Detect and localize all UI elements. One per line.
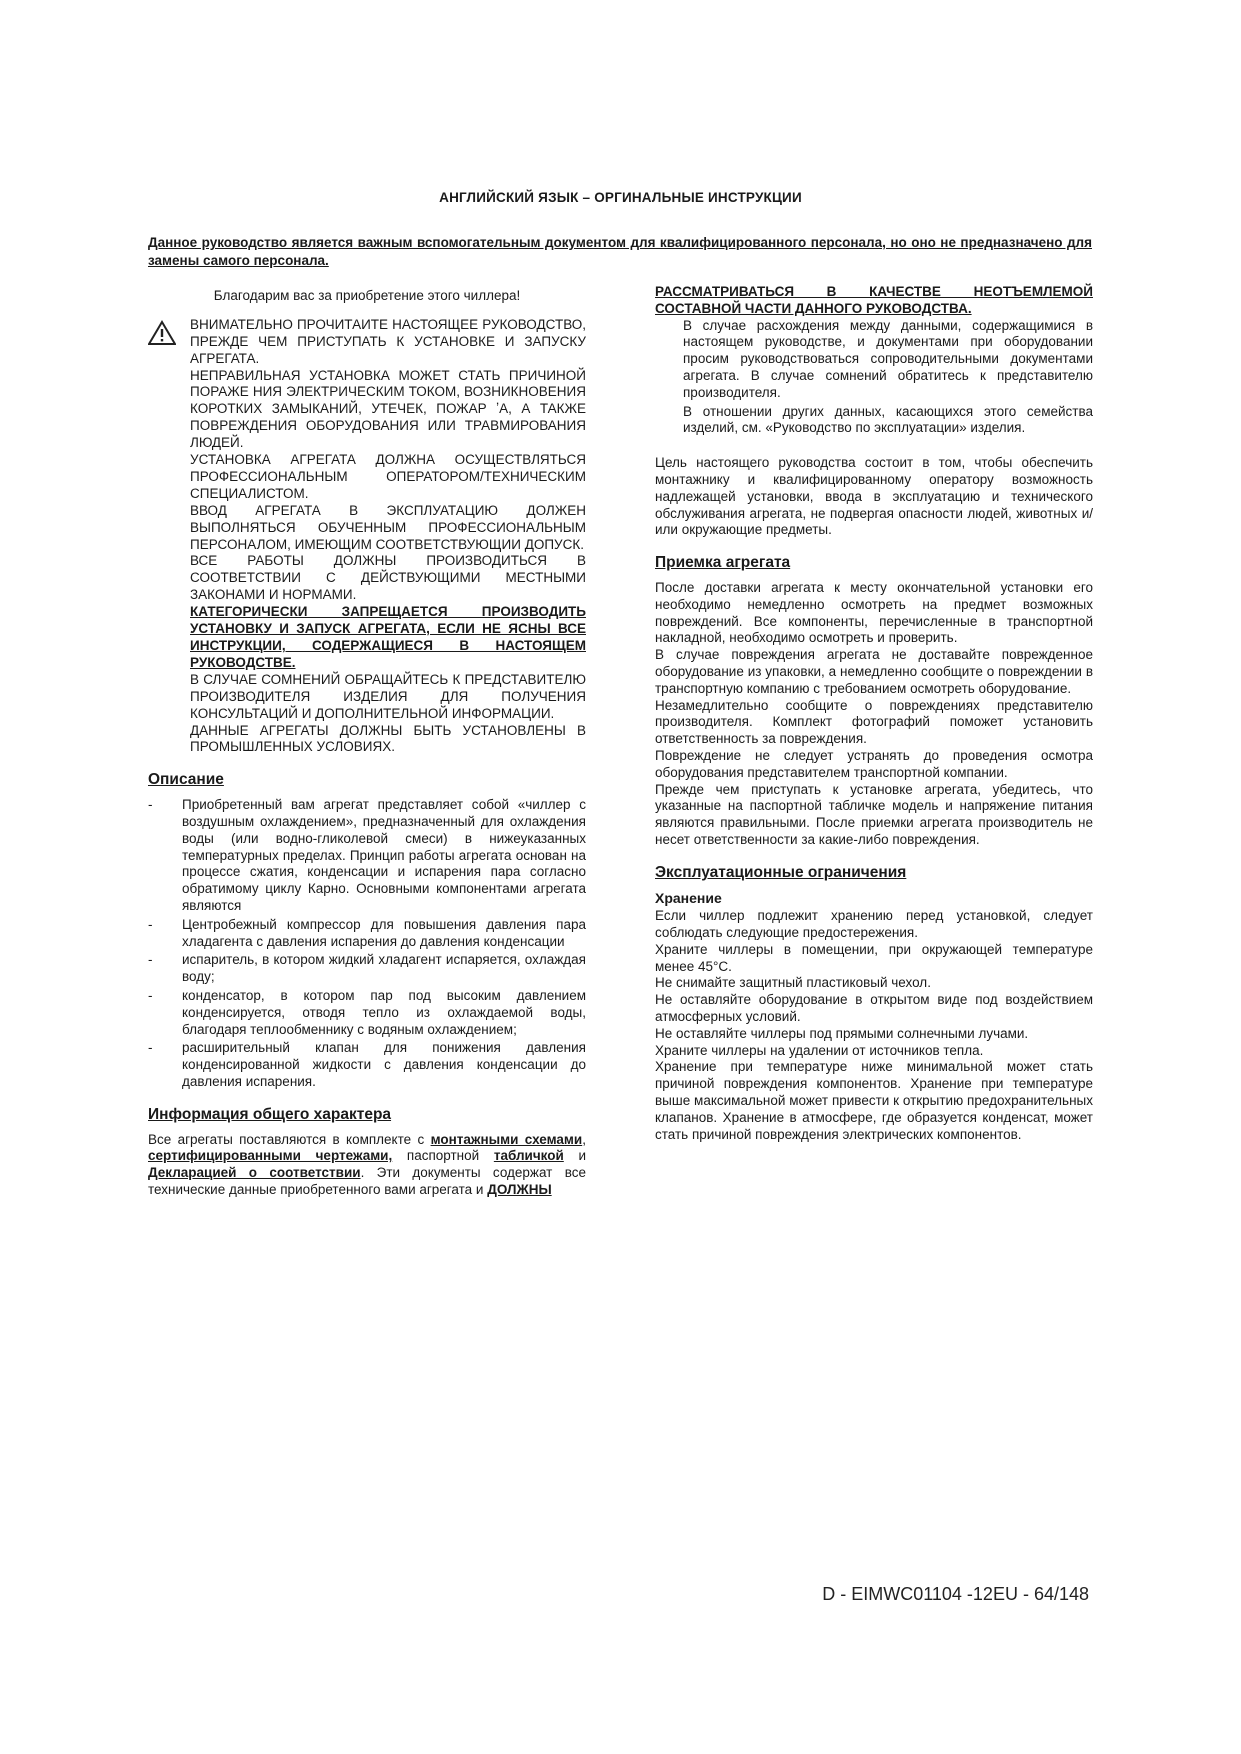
list-item: - конденсатор, в котором пар под высоким давлением конденсируется, отводя тепло из охлаждаемой воды, благодаря теплообменнику с водяным охлаждением;	[148, 988, 586, 1038]
storage-paragraph: Храните чиллеры на удалении от источников тепла.	[655, 1042, 984, 1058]
receipt-paragraph: После доставки агрегата к месту окончательной установки его необходимо немедленно осмотреть на предмет возможных повреждений. Все компоненты, перечисленные в транспортной накладной, необходимо осмотреть и проверить.	[655, 579, 1093, 646]
purpose-text: Цель настоящего руководства состоит в том, чтобы обеспечить монтажнику и квалифицированному оператору возможность надлежащей установки, ввода в эксплуатацию и технического обслуживания агрегата, не подвергая опасности людей, животных и/или окружающие предметы.	[655, 455, 1093, 538]
warning-block	[148, 317, 586, 757]
receipt-paragraph: Повреждение не следует устранять до проведения осмотра оборудования представителем транспортной компании.	[655, 747, 1093, 780]
must-term: ДОЛЖНЫ	[487, 1181, 552, 1197]
general-info-heading: Информация общего характера	[148, 1105, 392, 1123]
discrepancy-note: В случае расхождения между данными, содержащимися в настоящем руководстве, и документами при оборудовании просим руководствоваться сопроводительными документами агрегата. В случае сомнений обратитесь к представителю производителя.	[683, 317, 1093, 400]
description-heading: Описание	[148, 771, 224, 789]
nameplate-term: табличкой	[493, 1148, 564, 1164]
receipt-paragraph: В случае повреждения агрегата не доставайте поврежденное оборудование из упаковки, а немедленно сообщите о повреждении в транспортную компанию с требованием осмотреть оборудование.	[655, 647, 1093, 696]
warning-contact-manufacturer: В СЛУЧАЕ СОМНЕНИЙ ОБРАЩАЙТЕСЬ К ПРЕДСТАВИТЕЛЮ ПРОИЗВОДИТЕЛЯ ИЗДЕЛИЯ ДЛЯ ПОЛУЧЕНИЯ КОНСУЛЬТАЦИЙ И ДОПОЛНИТЕЛЬНОЙ ИНФОРМАЦИИ.	[190, 671, 586, 721]
storage-paragraph: Не оставляйте чиллеры под прямыми солнечными лучами.	[655, 1025, 1029, 1041]
wiring-diagrams-term: монтажными схемами	[430, 1131, 583, 1147]
general-info-text: Все агрегаты поставляются в комплекте с монтажными схемами, сертифицированными чертежами, паспортной табличкой и Декларацией о соответствии. Эти документы содержат все технические данные приобретенного вами агрегата и ДОЛЖНЫ	[148, 1131, 587, 1197]
warning-industrial-use: ДАННЫЕ АГРЕГАТЫ ДОЛЖНЫ БЫТЬ УСТАНОВЛЕНЫ В ПРОМЫШЛЕННЫХ УСЛОВИЯХ.	[190, 722, 586, 755]
list-item: - испаритель, в котором жидкий хладагент испаряется, охлаждая воду;	[148, 952, 586, 986]
right-column	[655, 284, 1093, 1143]
intro-notice: Данное руководство является важным вспомогательным документом для квалифицированного персонала, но оно не предназначено для замены самого персонала.	[148, 235, 1092, 268]
declaration-term: Декларацией о соответствии	[148, 1165, 361, 1181]
list-item: - Центробежный компрессор для повышения давления пара хладагента с давления испарения до давления конденсации	[148, 917, 586, 951]
list-item: - расширительный клапан для понижения давления конденсированной жидкости с давления конденсации до давления испарения.	[148, 1040, 586, 1090]
storage-heading: Хранение	[655, 889, 722, 906]
warning-read-manual: ВНИМАТЕЛЬНО ПРОЧИТАИТЕ НАСТОЯЩЕЕ РУКОВОДСТВО, ПРЕЖДЕ ЧЕМ ПРИСТУПАТЬ К УСТАНОВКЕ И ЗАПУСКУ АГРЕГАТА.	[190, 316, 586, 366]
warning-prohibited: КАТЕГОРИЧЕСКИ ЗАПРЕЩАЕТСЯ ПРОИЗВОДИТЬ УСТАНОВКУ И ЗАПУСК АГРЕГАТА, ЕСЛИ НЕ ЯСНЫ ВСЕ ИНСТРУКЦИИ, СОДЕРЖАЩИЕСЯ В НАСТОЯЩЕМ РУКОВОДСТВЕ.	[190, 604, 586, 670]
storage-paragraph: Не снимайте защитный пластиковый чехол.	[655, 975, 931, 991]
receipt-paragraph: Незамедлительно сообщите о повреждениях представителю производителя. Комплект фотографий поможет установить ответственность за повреждения.	[655, 697, 1093, 747]
storage-paragraph: Не оставляйте оборудование в открытом виде под воздействием атмосферных условий.	[655, 992, 1093, 1025]
warning-local-laws: ВСЕ РАБОТЫ ДОЛЖНЫ ПРОИЗВОДИТЬСЯ В СООТВЕТСТВИИ С ДЕЙСТВУЮЩИМИ МЕСТНЫМИ ЗАКОНАМИ И НОРМАМИ.	[190, 553, 586, 603]
warning-incorrect-install: НЕПРАВИЛЬНАЯ УСТАНОВКА МОЖЕТ СТАТЬ ПРИЧИНОЙ ПОРАЖЕ НИЯ ЭЛЕКТРИЧЕСКИМ ТОКОМ, ВОЗНИКНОВЕНИЯ КОРОТКИХ ЗАМЫКАНИЙ, УТЕЧЕК, ПОЖАР ʼА, А ТАКЖЕ ПОВРЕЖДЕНИЯ ОБОРУДОВАНИЯ ИЛИ ТРАВМИРОВАНИЯ ЛЮДЕЙ.	[190, 367, 586, 451]
description-list	[148, 797, 586, 1091]
receipt-paragraph: Прежде чем приступать к установке агрегата, убедитесь, что указанные на паспортной табличке модель и напряжение питания являются правильными. После приемки агрегата производитель не несет ответственности за какие-либо повреждения.	[655, 781, 1093, 847]
warning-triangle-icon	[148, 320, 176, 346]
thanks-line: Благодарим вас за приобретение этого чиллера!	[213, 288, 521, 303]
operating-limits-heading: Эксплуатационные ограничения	[655, 863, 907, 881]
continuation-notes	[655, 318, 1093, 438]
storage-paragraph: Если чиллер подлежит хранению перед установкой, следует соблюдать следующие предостережения.	[655, 908, 1093, 941]
storage-paragraph: Храните чиллеры в помещении, при окружающей температуре менее 45°С.	[655, 941, 1093, 974]
left-column	[148, 288, 586, 1199]
warning-install-by-professional: УСТАНОВКА АГРЕГАТА ДОЛЖНА ОСУЩЕСТВЛЯТЬСЯ ПРОФЕССИОНАЛЬНЫМ ОПЕРАТОРОМ/ТЕХНИЧЕСКИМ СПЕЦИАЛИСТОМ.	[190, 452, 586, 501]
certified-drawings-term: сертифицированными чертежами,	[148, 1148, 393, 1164]
warning-commissioning: ВВОД АГРЕГАТА В ЭКСПЛУАТАЦИЮ ДОЛЖЕН ВЫПОЛНЯТЬСЯ ОБУЧЕННЫМ ПРОФЕССИОНАЛЬНЫМ ПЕРСОНАЛОМ, ИМЕЮЩИМ СООТВЕТСТВУЮЩИИ ДОПУСК.	[190, 502, 586, 552]
list-item: - Приобретенный вам агрегат представляет собой «чиллер с воздушным охлаждением», предназначенный для охлаждения воды (или водно-гликолевой смеси) в нижеуказанных температурных пределах. Принцип работы агрегата основан на процессе сжатия, конденсации и испарения пара согласно обратимому циклу Карно. Основными компонентами агрегата являются	[148, 797, 586, 915]
storage-paragraph: Хранение при температуре ниже минимальной может стать причиной повреждения компонентов. Хранение при температуре выше максимальной может привести к открытию предохранительных клапанов. Хранение в атмосфере, где образуется конденсат, может стать причиной повреждения электрических компонентов.	[655, 1059, 1093, 1142]
page-title: АНГЛИЙСКИЙ ЯЗЫК – ОРГИНАЛЬНЫЕ ИНСТРУКЦИИ	[439, 190, 802, 205]
page-footer: D - EIMWC01104 -12EU - 64/148	[822, 1584, 1089, 1604]
other-data-note: В отношении других данных, касающихся этого семейства изделий, см. «Руководство по эксплуатации» изделия.	[683, 403, 1093, 436]
receipt-heading: Приемка агрегата	[655, 554, 791, 572]
continuation-bold: РАССМАТРИВАТЬСЯ В КАЧЕСТВЕ НЕОТЪЕМЛЕМОЙ СОСТАВНОЙ ЧАСТИ ДАННОГО РУКОВОДСТВА.	[655, 284, 1093, 316]
